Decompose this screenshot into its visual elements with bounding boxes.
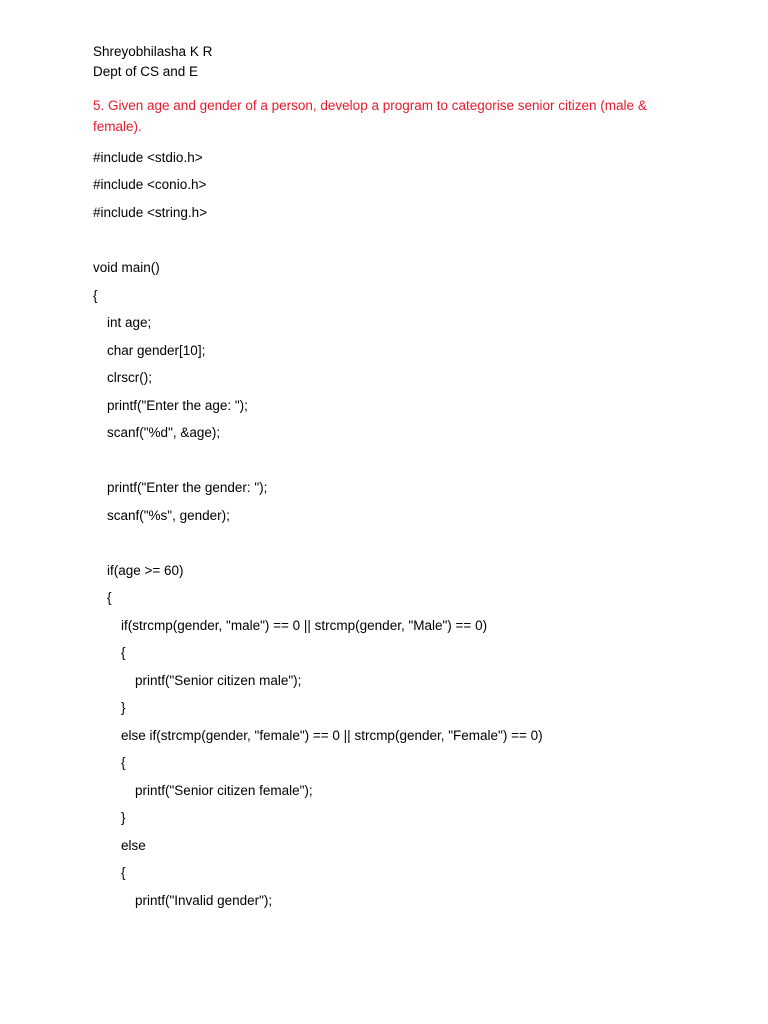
code-line: scanf("%s", gender); — [107, 508, 230, 523]
code-line: printf("Enter the gender: "); — [107, 480, 268, 495]
code-line: { — [93, 288, 98, 303]
code-line: scanf("%d", &age); — [107, 425, 221, 440]
document-header — [93, 42, 212, 82]
code-line: #include <conio.h> — [93, 177, 207, 192]
code-line: #include <string.h> — [93, 205, 208, 220]
code-line: { — [121, 645, 126, 660]
author-name: Shreyobhilasha K R — [93, 44, 213, 59]
code-line: #include <stdio.h> — [93, 150, 203, 165]
code-line: else — [121, 838, 146, 853]
code-line: printf("Invalid gender"); — [135, 893, 273, 908]
question-text: 5. Given age and gender of a person, develop a program to categorise senior citizen (male & female). — [93, 98, 647, 134]
code-line: { — [121, 755, 126, 770]
code-line: } — [121, 700, 126, 715]
code-line: char gender[10]; — [107, 343, 206, 358]
code-line: if(age >= 60) — [107, 563, 184, 578]
code-line: int age; — [107, 315, 152, 330]
code-line: if(strcmp(gender, "male") == 0 || strcmp(gender, "Male") == 0) — [121, 618, 488, 633]
code-line: printf("Senior citizen male"); — [135, 673, 302, 688]
code-line: void main() — [93, 260, 160, 275]
code-line: { — [121, 865, 126, 880]
department-name: Dept of CS and E — [93, 64, 199, 79]
code-line: { — [107, 590, 112, 605]
code-line: clrscr(); — [107, 370, 152, 385]
code-line: } — [121, 810, 126, 825]
code-line: printf("Enter the age: "); — [107, 398, 248, 413]
code-line: printf("Senior citizen female"); — [135, 783, 313, 798]
code-line: else if(strcmp(gender, "female") == 0 || strcmp(gender, "Female") == 0) — [121, 728, 543, 743]
